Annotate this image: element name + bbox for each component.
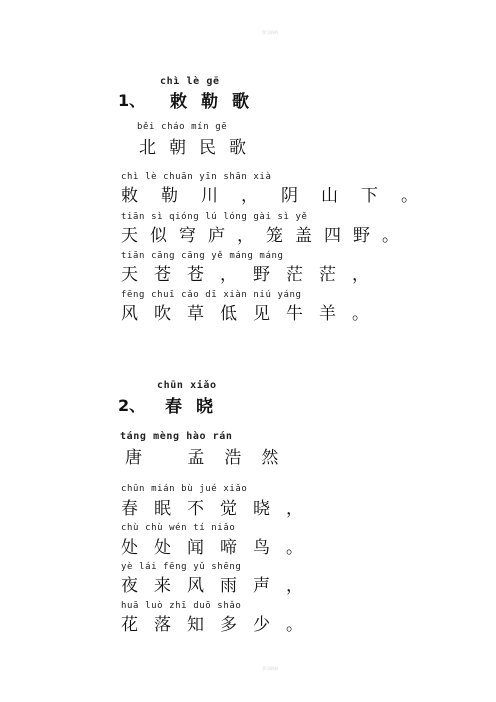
- poem-1-title-pinyin: chì lè gē: [160, 76, 220, 87]
- poem-1-line-2: 天似穹庐，笼盖四野。: [121, 226, 411, 246]
- poem-2-author-pinyin: táng mèng hào rán: [120, 431, 233, 442]
- poem-1-line-4-pinyin: fēng chuī cǎo dī xiàn niú yáng: [121, 290, 302, 300]
- poem-2-title: 春晓: [165, 397, 227, 417]
- poem-2-line-4: 花落知多少。: [121, 615, 319, 635]
- poem-1-line-1: 敕勒川，阴山下。: [121, 186, 441, 206]
- poem-1-line-4: 风吹草低见牛羊。: [121, 304, 385, 324]
- poem-2-author: 唐 孟浩然: [125, 448, 299, 468]
- poem-2-title-pinyin: chūn xiǎo: [157, 380, 217, 391]
- poem-2-line-3: 夜来风雨声，: [121, 576, 319, 596]
- poem-2-line-4-pinyin: huā luò zhī duō shǎo: [121, 601, 242, 611]
- poem-2-line-1-pinyin: chūn mián bù jué xiǎo: [121, 484, 248, 494]
- poem-2-line-1: 春眠不觉晓，: [121, 499, 319, 519]
- poem-2-number: 2、: [118, 396, 146, 415]
- poem-2-line-2: 处处闻啼鸟。: [121, 538, 319, 558]
- poem-1-line-2-pinyin: tiān sì qióng lú lóng gài sì yě: [121, 212, 308, 222]
- poem-1-line-1-pinyin: chì lè chuān yīn shān xià: [121, 172, 272, 182]
- poem-2-line-2-pinyin: chù chù wén tí niǎo: [121, 523, 236, 533]
- poem-1-line-3: 天苍苍，野茫茫，: [121, 265, 385, 285]
- watermark-bottom: 学习资料: [262, 666, 278, 671]
- poem-1-author: 北朝民歌: [139, 138, 259, 158]
- poem-1-number: 1、: [118, 91, 146, 110]
- poem-1-title: 敕勒歌: [170, 92, 263, 112]
- poem-1-author-pinyin: běi cháo mín gē: [137, 122, 228, 132]
- poem-1-line-3-pinyin: tiān cāng cāng yě máng máng: [121, 251, 284, 261]
- poem-2-line-3-pinyin: yè lái fēng yǔ shēng: [121, 562, 242, 572]
- watermark-top: 学习资料: [262, 30, 278, 35]
